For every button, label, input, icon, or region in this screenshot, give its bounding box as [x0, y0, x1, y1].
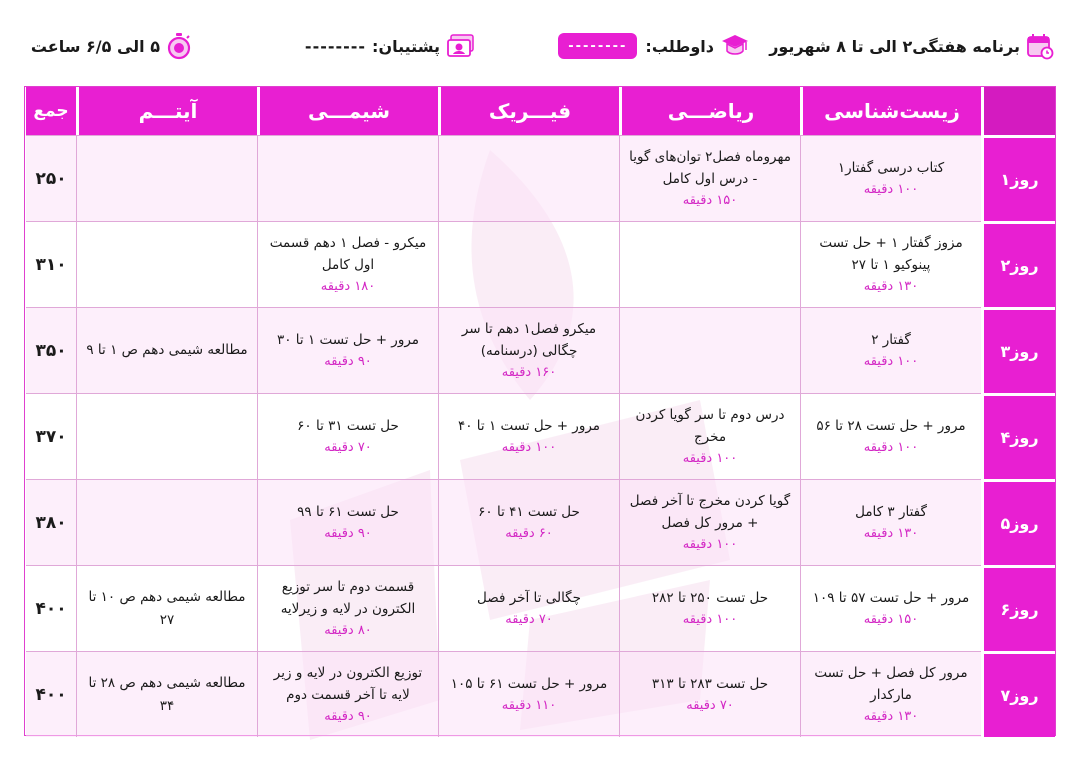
- task-duration: ۷۰ دقیقه: [505, 611, 553, 627]
- cell-chemistry: [257, 307, 438, 393]
- task-text: حل تست ۴۱ تا ۶۰: [478, 503, 580, 520]
- cell-chemistry: [257, 221, 438, 307]
- day-label: روز۱: [981, 135, 1055, 221]
- task-text: مطالعه شیمی دهم ص ۲۸ تا ۳۴: [88, 675, 246, 714]
- day-label: روز۷: [981, 651, 1055, 737]
- task-duration: ۷۰ دقیقه: [686, 697, 734, 713]
- cell-item: [76, 565, 257, 651]
- task-text: قسمت دوم تا سر توزیع الکترون در لایه و زیرلایه: [280, 578, 416, 617]
- task-duration: ۱۵۰ دقیقه: [863, 611, 919, 627]
- cell-biology: [800, 221, 981, 307]
- cell-physics: [438, 307, 619, 393]
- cell-chemistry: [257, 393, 438, 479]
- task-text: حل تست ۲۵۰ تا ۲۸۲: [651, 589, 769, 606]
- cell-math: [619, 651, 800, 737]
- task-duration: ۱۳۰ دقیقه: [863, 525, 919, 541]
- schedule-title: برنامه هفتگی۲ الی تا ۸ شهریور: [769, 36, 1020, 56]
- task-duration: ۱۶۰ دقیقه: [501, 365, 557, 381]
- volunteer-field: [558, 30, 750, 62]
- cell-item: [76, 135, 257, 221]
- task-text: مرور + حل تست ۶۱ تا ۱۰۵: [450, 675, 608, 692]
- task-duration: ۸۰ دقیقه: [324, 623, 372, 639]
- cell-biology: [800, 135, 981, 221]
- task-duration: ۱۰۰ دقیقه: [863, 353, 919, 369]
- cell-item: [76, 479, 257, 565]
- supporters-value[interactable]: --------: [304, 36, 367, 56]
- day-label: روز۴: [981, 393, 1055, 479]
- task-text: مرور + حل تست ۱ تا ۳۰: [276, 331, 420, 348]
- day-label: روز۵: [981, 479, 1055, 565]
- task-text: مرور کل فصل + حل تست مارکدار: [814, 664, 968, 703]
- task-text: مرور + حل تست ۲۸ تا ۵۶: [816, 417, 966, 434]
- column-header-biology: زیست‌شناسی: [800, 87, 981, 135]
- task-text: توزیع الکترون در لایه و زیر لایه تا آخر قسمت دوم: [273, 664, 423, 703]
- task-text: چگالی تا آخر فصل: [477, 589, 581, 606]
- cell-physics: [438, 221, 619, 307]
- task-duration: ۱۵۰ دقیقه: [682, 193, 738, 209]
- cell-math: [619, 307, 800, 393]
- task-text: مزوز گفتار ۱ + حل تست پینوکیو ۱ تا ۲۷: [819, 234, 963, 273]
- row-total: ۳۸۰: [26, 479, 76, 565]
- supporters-field: [305, 30, 476, 62]
- task-duration: ۱۰۰ دقیقه: [682, 611, 738, 627]
- cell-physics: [438, 393, 619, 479]
- task-text: گفتار ۳ کامل: [855, 503, 927, 520]
- cell-math: [619, 135, 800, 221]
- cell-math: [619, 221, 800, 307]
- hours-field: [31, 30, 192, 62]
- cell-item: [76, 221, 257, 307]
- row-total: ۳۵۰: [26, 307, 76, 393]
- graduation-cap-icon: [720, 32, 750, 60]
- column-header-chemistry: شیمـــی: [257, 87, 438, 135]
- task-text: میکرو - فصل ۱ دهم قسمت اول کامل: [269, 234, 427, 273]
- hours-text: ۵ الی ۶/۵ ساعت: [30, 36, 160, 56]
- task-text: کتاب درسی گفتار۱: [837, 159, 945, 176]
- cell-physics: [438, 135, 619, 221]
- cell-physics: [438, 479, 619, 565]
- volunteer-value[interactable]: --------: [558, 33, 637, 59]
- cell-biology: [800, 479, 981, 565]
- task-text: گفتار ۲: [871, 331, 911, 348]
- task-text: درس دوم تا سر گویا کردن مخرج: [635, 406, 785, 445]
- task-text: حل تست ۲۸۳ تا ۳۱۳: [651, 675, 769, 692]
- cell-chemistry: [257, 135, 438, 221]
- supporters-label: پشتیبان:: [372, 36, 440, 56]
- day-label: روز۲: [981, 221, 1055, 307]
- column-header-total: جمع: [26, 87, 76, 135]
- task-duration: ۱۱۰ دقیقه: [501, 697, 557, 713]
- day-label: روز۶: [981, 565, 1055, 651]
- day-label: روز۳: [981, 307, 1055, 393]
- calendar-icon: [1026, 32, 1054, 60]
- column-header-item: آیتـــم: [76, 87, 257, 135]
- cell-biology: [800, 307, 981, 393]
- task-duration: ۹۰ دقیقه: [324, 709, 372, 725]
- cell-physics: [438, 565, 619, 651]
- corner-header: [981, 87, 1055, 135]
- cell-item: [76, 307, 257, 393]
- task-duration: ۹۰ دقیقه: [324, 353, 372, 369]
- task-duration: ۱۳۰ دقیقه: [863, 709, 919, 725]
- task-text: حل تست ۶۱ تا ۹۹: [297, 503, 399, 520]
- task-duration: ۱۰۰ دقیقه: [682, 451, 738, 467]
- cell-math: [619, 479, 800, 565]
- task-text: گویا کردن مخرج تا آخر فصل + مرور کل فصل: [629, 492, 791, 531]
- task-text: مرور + حل تست ۱ تا ۴۰: [457, 417, 601, 434]
- cell-math: [619, 565, 800, 651]
- task-text: حل تست ۳۱ تا ۶۰: [297, 417, 399, 434]
- cell-biology: [800, 651, 981, 737]
- task-text: مرور + حل تست ۵۷ تا ۱۰۹: [812, 589, 970, 606]
- task-duration: ۱۰۰ دقیقه: [682, 537, 738, 553]
- header-title: [769, 30, 1054, 62]
- cell-chemistry: [257, 651, 438, 737]
- row-total: ۳۷۰: [26, 393, 76, 479]
- task-duration: ۱۳۰ دقیقه: [863, 279, 919, 295]
- row-total: ۲۵۰: [26, 135, 76, 221]
- row-total: ۴۰۰: [26, 651, 76, 737]
- task-duration: ۱۰۰ دقیقه: [501, 439, 557, 455]
- cell-chemistry: [257, 479, 438, 565]
- task-text: مطالعه شیمی دهم ص ۱ تا ۹: [86, 342, 248, 359]
- stopwatch-icon: [166, 32, 192, 60]
- id-card-icon: [446, 33, 476, 59]
- task-text: مهروماه فصل۲ توان‌های گویا - درس اول کامل: [629, 148, 791, 187]
- header: [0, 0, 1080, 90]
- task-duration: ۹۰ دقیقه: [324, 525, 372, 541]
- task-duration: ۷۰ دقیقه: [324, 439, 372, 455]
- task-duration: ۱۸۰ دقیقه: [320, 279, 376, 295]
- column-header-physics: فیـــریک: [438, 87, 619, 135]
- cell-physics: [438, 651, 619, 737]
- row-total: ۳۱۰: [26, 221, 76, 307]
- task-duration: ۱۰۰ دقیقه: [863, 181, 919, 197]
- task-text: میکرو فصل۱ دهم تا سر چگالی (درسنامه): [461, 320, 597, 359]
- cell-biology: [800, 565, 981, 651]
- cell-math: [619, 393, 800, 479]
- schedule-table: [24, 86, 1056, 736]
- task-duration: ۱۰۰ دقیقه: [863, 439, 919, 455]
- task-duration: ۶۰ دقیقه: [505, 525, 553, 541]
- task-text: مطالعه شیمی دهم ص ۱۰ تا ۲۷: [88, 589, 246, 628]
- schedule-grid: [25, 87, 1055, 735]
- row-total: ۴۰۰: [26, 565, 76, 651]
- cell-biology: [800, 393, 981, 479]
- volunteer-label: داوطلب:: [645, 36, 714, 56]
- cell-item: [76, 393, 257, 479]
- column-header-math: ریاضـــی: [619, 87, 800, 135]
- cell-item: [76, 651, 257, 737]
- cell-chemistry: [257, 565, 438, 651]
